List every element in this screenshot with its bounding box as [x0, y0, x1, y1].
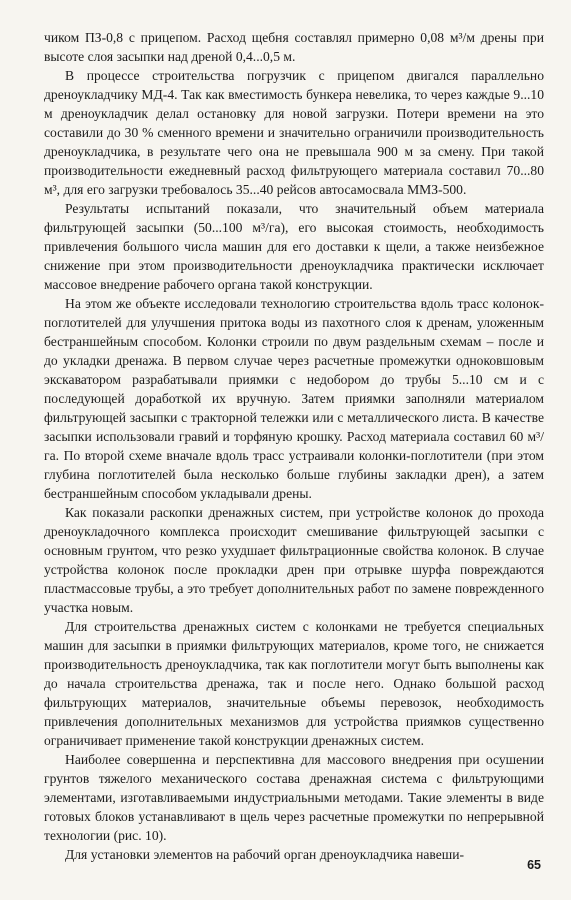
paragraph-6: Для строительства дренажных систем с колонками не требуется специальных машин для засыпки в приямки фильтрующих материалов, кроме того, не снижается производительность дреноукладчика, так как поглотители могут быть выполнены как до начала строительства дренажа, так и после него. Однако большой расход фильтрующих материалов, значительные объемы перевозок, необходимость привлечения дополнительных механизмов для устройства приямков существенно ограничивает применение такой конструкции дренажных систем. [44, 619, 544, 748]
paragraph-1: чиком ПЗ-0,8 с прицепом. Расход щебня составлял примерно 0,08 м³/м дрены при высоте слоя засыпки над дреной 0,4...0,5 м. [44, 30, 544, 64]
page-number: 65 [527, 858, 541, 872]
paragraph-3: Результаты испытаний показали, что значительный объем материала фильтрующей засыпки (50...100 м³/га), его высокая стоимость, необходимость привлечения большого числа машин для его доставки к щели, а также неизбежное снижение при этом производительности дреноукладчика практически исключает массовое внедрение рабочего органа такой конструкции. [44, 201, 544, 292]
paragraph-8: Для установки элементов на рабочий орган дреноукладчика навеши- [65, 847, 465, 862]
paragraph-5: Как показали раскопки дренажных систем, при устройстве колонок до прохода дреноукладочного комплекса происходит смешивание фильтрующей засыпки с основным грунтом, что резко ухудшает фильтрационные свойства колонок. В случае устройства колонок после прокладки дрен при отрывке шурфа повреждаются пластмассовые трубы, а это требует дополнительных работ по замене поврежденного участка новым. [44, 505, 544, 615]
paragraph-4: На этом же объекте исследовали технологию строительства вдоль трасс колонок-поглотителей для улучшения притока воды из пахотного слоя к дренам, уложенным бестраншейным способом. Колонки строили по двум раздельным схемам – после и до укладки дренажа. В первом случае через расчетные промежутки одноковшовым экскаватором разрабатывали приямки с недобором до трубы 5...10 см и с последующей доработкой их вручную. Затем приямки заполняли материалом фильтрующей засыпки с тракторной тележки или с металлического листа. В качестве засыпки использовали гравий и торфяную крошку. Расход материала составил 60 м³/га. По второй схеме вначале вдоль трасс устраивали колонки-поглотители (при этом глубина поглотителей была несколько больше глубины закладки дрен), а затем бестраншейным способом укладывали дрены. [44, 296, 544, 501]
paragraph-2: В процессе строительства погрузчик с прицепом двигался параллельно дреноукладчику МД-4. Так как вместимость бункера невелика, то через каждые 9...10 м дреноукладчик делал остановку для новой загрузки. Потери времени на это составили до 30 % сменного времени и значительно ограничили производительность дреноукладчика, в результате чего она не превышала 900 м за смену. При такой производительности ежедневный расход фильтрующего материала составил 70...80 м³, для его загрузки требовалось 35...40 рейсов автосамосвала ММЗ-500. [44, 68, 544, 197]
paragraph-7: Наиболее совершенна и перспективна для массового внедрения при осушении грунтов тяжелого механического состава дренажная система с фильтрующими элементами, изготавливаемыми индустриальными методами. Такие элементы в виде готовых блоков устанавливают в щель через расчетные промежутки по непрерывной технологии (рис. 10). [44, 752, 544, 843]
